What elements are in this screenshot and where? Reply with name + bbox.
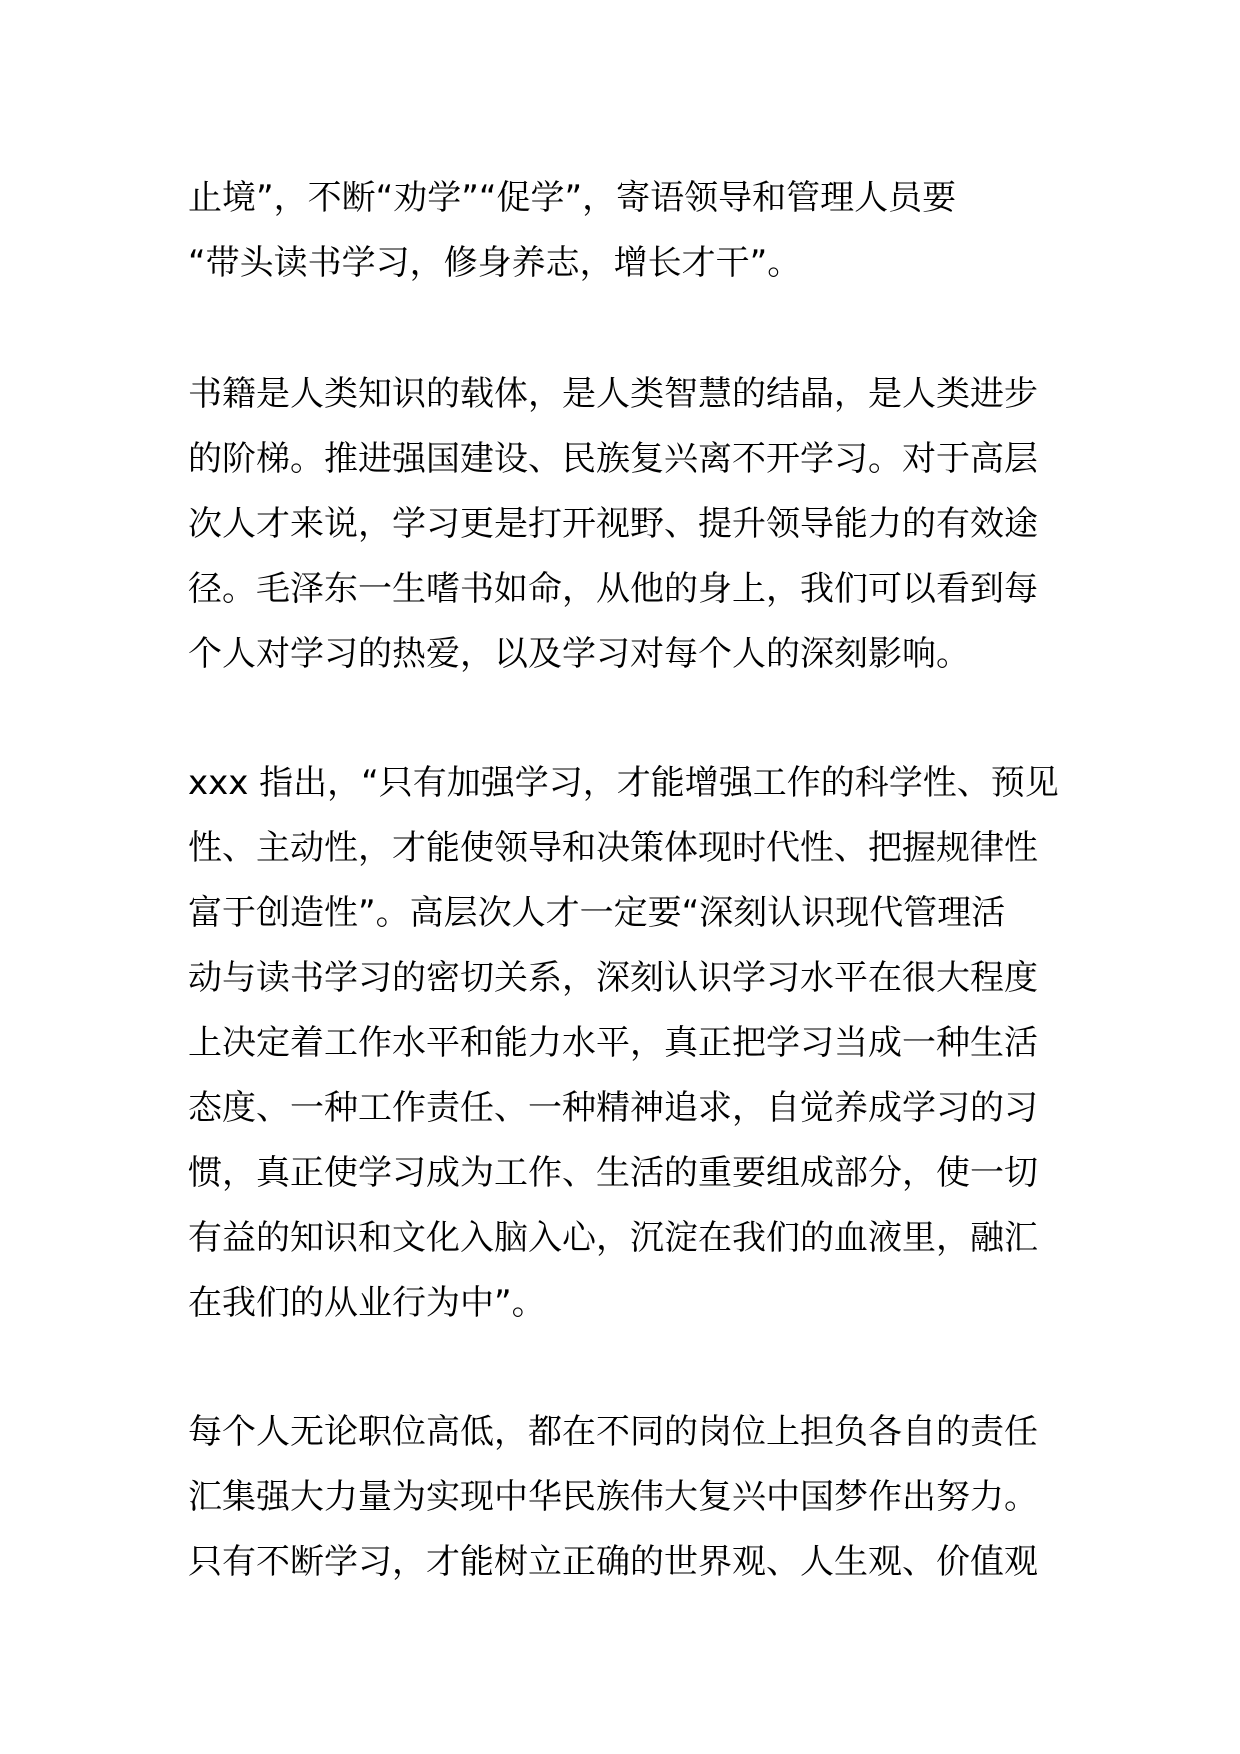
text-line: 止境”，不断“劝学”“促学”，寄语领导和管理人员要	[188, 178, 957, 218]
paragraph-1	[188, 166, 1068, 296]
text-line: 只有不断学习，才能树立正确的世界观、人生观、价值观	[188, 1542, 1038, 1582]
text-line: 态度、一种工作责任、一种精神追求，自觉养成学习的习	[188, 1088, 1038, 1128]
text-line: 在我们的从业行为中”。	[188, 1283, 546, 1323]
text-line: “带头读书学习，修身养志，增长才干”。	[188, 243, 802, 283]
text-line: 有益的知识和文化入脑入心，沉淀在我们的血液里，融汇	[188, 1218, 1038, 1258]
text-line: 富于创造性”。高层次人才一定要“深刻认识现代管理活	[188, 893, 1006, 933]
paragraph-4	[188, 1400, 1068, 1595]
text-line: 每个人无论职位高低，都在不同的岗位上担负各自的责任	[188, 1412, 1038, 1452]
text-line: xxx 指出，“只有加强学习，才能增强工作的科学性、预见	[188, 763, 1059, 803]
text-line: 书籍是人类知识的载体，是人类智慧的结晶，是人类进步	[188, 374, 1038, 414]
text-line: 惯，真正使学习成为工作、生活的重要组成部分，使一切	[188, 1153, 1038, 1193]
paragraph-3	[188, 751, 1068, 1336]
text-line: 次人才来说，学习更是打开视野、提升领导能力的有效途	[188, 504, 1038, 544]
text-line: 上决定着工作水平和能力水平，真正把学习当成一种生活	[188, 1023, 1038, 1063]
text-line: 径。毛泽东一生嗜书如命，从他的身上，我们可以看到每	[188, 569, 1038, 609]
text-line: 个人对学习的热爱，以及学习对每个人的深刻影响。	[188, 634, 970, 674]
text-line: 动与读书学习的密切关系，深刻认识学习水平在很大程度	[188, 958, 1038, 998]
text-line: 的阶梯。推进强国建设、民族复兴离不开学习。对于高层	[188, 439, 1038, 479]
text-line: 汇集强大力量为实现中华民族伟大复兴中国梦作出努力。	[188, 1477, 1038, 1517]
paragraph-2	[188, 362, 1068, 687]
text-line: 性、主动性，才能使领导和决策体现时代性、把握规律性	[188, 828, 1038, 868]
